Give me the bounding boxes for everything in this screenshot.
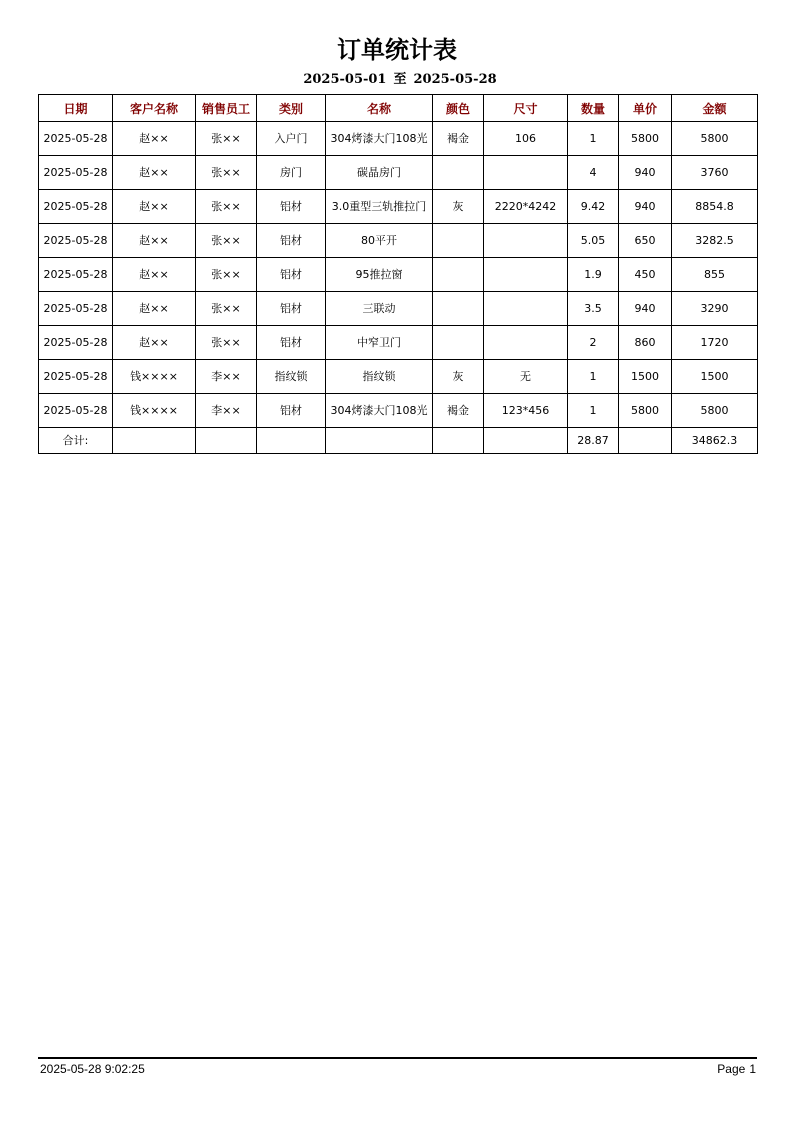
header-customer: 客户名称 (113, 95, 196, 122)
total-empty-cell (113, 428, 196, 454)
cell-unit-price: 5800 (619, 122, 672, 156)
page-label: Page (717, 1062, 746, 1076)
cell-product-name: 95推拉窗 (326, 258, 433, 292)
table-row (39, 360, 758, 394)
cell-unit-price: 940 (619, 292, 672, 326)
cell-amount: 1720 (672, 326, 758, 360)
cell-salesperson: 李×× (196, 394, 257, 428)
cell-date: 2025-05-28 (39, 258, 113, 292)
cell-quantity: 9.42 (568, 190, 619, 224)
cell-customer: 钱×××× (113, 360, 196, 394)
total-empty-cell (257, 428, 326, 454)
cell-date: 2025-05-28 (39, 224, 113, 258)
cell-date: 2025-05-28 (39, 122, 113, 156)
header-unit-price: 单价 (619, 95, 672, 122)
cell-quantity: 4 (568, 156, 619, 190)
footer-divider (38, 1057, 757, 1059)
cell-date: 2025-05-28 (39, 156, 113, 190)
cell-product-name: 80平开 (326, 224, 433, 258)
total-empty-cell (433, 428, 484, 454)
cell-salesperson: 张×× (196, 326, 257, 360)
cell-color (433, 224, 484, 258)
date-from: 2025-05-01 (303, 72, 387, 87)
cell-category: 铝材 (257, 258, 326, 292)
cell-salesperson: 张×× (196, 122, 257, 156)
cell-color: 灰 (433, 190, 484, 224)
cell-product-name: 三联动 (326, 292, 433, 326)
header-category: 类别 (257, 95, 326, 122)
cell-amount: 3282.5 (672, 224, 758, 258)
cell-category: 铝材 (257, 224, 326, 258)
total-quantity: 28.87 (568, 428, 619, 454)
cell-amount: 5800 (672, 122, 758, 156)
cell-category: 房门 (257, 156, 326, 190)
table-row (39, 156, 758, 190)
cell-quantity: 3.5 (568, 292, 619, 326)
cell-size: 2220*4242 (484, 190, 568, 224)
cell-category: 入户门 (257, 122, 326, 156)
cell-quantity: 5.05 (568, 224, 619, 258)
cell-customer: 赵×× (113, 258, 196, 292)
cell-amount: 5800 (672, 394, 758, 428)
cell-category: 铝材 (257, 190, 326, 224)
cell-unit-price: 860 (619, 326, 672, 360)
orders-table (38, 94, 758, 454)
cell-date: 2025-05-28 (39, 360, 113, 394)
cell-customer: 钱×××× (113, 394, 196, 428)
cell-amount: 3290 (672, 292, 758, 326)
page-indicator (717, 1061, 756, 1077)
cell-color: 褐金 (433, 122, 484, 156)
header-amount: 金额 (672, 95, 758, 122)
cell-quantity: 1.9 (568, 258, 619, 292)
cell-unit-price: 1500 (619, 360, 672, 394)
cell-salesperson: 张×× (196, 224, 257, 258)
cell-amount: 855 (672, 258, 758, 292)
total-empty-cell (484, 428, 568, 454)
cell-customer: 赵×× (113, 224, 196, 258)
cell-color (433, 292, 484, 326)
header-quantity: 数量 (568, 95, 619, 122)
cell-size (484, 258, 568, 292)
cell-size (484, 224, 568, 258)
cell-unit-price: 5800 (619, 394, 672, 428)
cell-size (484, 326, 568, 360)
cell-size: 106 (484, 122, 568, 156)
cell-product-name: 304烤漆大门108光 (326, 122, 433, 156)
total-empty-cell (196, 428, 257, 454)
cell-size: 123*456 (484, 394, 568, 428)
table-row (39, 292, 758, 326)
cell-date: 2025-05-28 (39, 292, 113, 326)
cell-color (433, 156, 484, 190)
table-row (39, 326, 758, 360)
header-color: 颜色 (433, 95, 484, 122)
cell-customer: 赵×× (113, 326, 196, 360)
cell-date: 2025-05-28 (39, 190, 113, 224)
cell-size: 无 (484, 360, 568, 394)
date-range (0, 70, 794, 90)
cell-salesperson: 张×× (196, 190, 257, 224)
cell-size (484, 156, 568, 190)
cell-quantity: 1 (568, 394, 619, 428)
cell-color: 褐金 (433, 394, 484, 428)
header-salesperson: 销售员工 (196, 95, 257, 122)
total-label: 合计: (39, 428, 113, 454)
cell-category: 铝材 (257, 292, 326, 326)
total-row (39, 428, 758, 454)
cell-product-name: 碳晶房门 (326, 156, 433, 190)
cell-category: 铝材 (257, 326, 326, 360)
cell-customer: 赵×× (113, 190, 196, 224)
cell-amount: 3760 (672, 156, 758, 190)
cell-product-name: 3.0重型三轨推拉门 (326, 190, 433, 224)
cell-amount: 8854.8 (672, 190, 758, 224)
header-size: 尺寸 (484, 95, 568, 122)
cell-category: 指纹锁 (257, 360, 326, 394)
header-product-name: 名称 (326, 95, 433, 122)
cell-color (433, 258, 484, 292)
cell-customer: 赵×× (113, 156, 196, 190)
cell-unit-price: 450 (619, 258, 672, 292)
page-number: 1 (749, 1062, 756, 1076)
table-row (39, 224, 758, 258)
table-row (39, 190, 758, 224)
cell-product-name: 中窄卫门 (326, 326, 433, 360)
date-separator: 至 (393, 72, 407, 87)
date-to: 2025-05-28 (413, 72, 497, 87)
cell-color: 灰 (433, 360, 484, 394)
cell-size (484, 292, 568, 326)
cell-quantity: 2 (568, 326, 619, 360)
cell-unit-price: 940 (619, 156, 672, 190)
cell-amount: 1500 (672, 360, 758, 394)
cell-date: 2025-05-28 (39, 326, 113, 360)
cell-unit-price: 940 (619, 190, 672, 224)
cell-color (433, 326, 484, 360)
report-title: 订单统计表 (337, 35, 457, 64)
cell-salesperson: 李×× (196, 360, 257, 394)
cell-customer: 赵×× (113, 122, 196, 156)
header-date: 日期 (39, 95, 113, 122)
total-empty-cell (326, 428, 433, 454)
cell-customer: 赵×× (113, 292, 196, 326)
cell-product-name: 304烤漆大门108光 (326, 394, 433, 428)
print-timestamp: 2025-05-28 9:02:25 (40, 1062, 145, 1076)
cell-salesperson: 张×× (196, 156, 257, 190)
cell-product-name: 指纹锁 (326, 360, 433, 394)
cell-unit-price: 650 (619, 224, 672, 258)
table-row (39, 394, 758, 428)
cell-date: 2025-05-28 (39, 394, 113, 428)
cell-quantity: 1 (568, 360, 619, 394)
cell-salesperson: 张×× (196, 258, 257, 292)
header-row (39, 95, 758, 122)
table-row (39, 258, 758, 292)
total-empty-cell (619, 428, 672, 454)
cell-quantity: 1 (568, 122, 619, 156)
cell-category: 铝材 (257, 394, 326, 428)
cell-salesperson: 张×× (196, 292, 257, 326)
total-amount: 34862.3 (672, 428, 758, 454)
table-row (39, 122, 758, 156)
